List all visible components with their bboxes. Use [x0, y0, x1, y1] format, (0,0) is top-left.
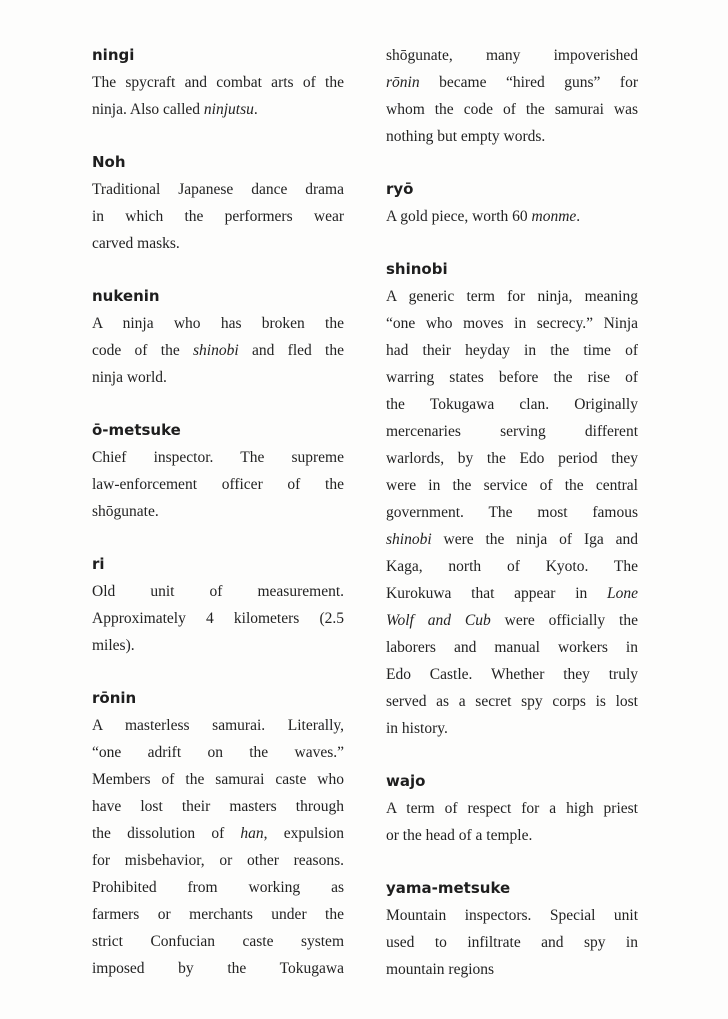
glossary-entry-noh [92, 149, 344, 257]
text-run: carved masks. [92, 235, 180, 252]
definition-line [92, 471, 344, 498]
text-run: Mountain inspectors. Special unit [386, 907, 638, 924]
glossary-entry-nukenin [92, 283, 344, 391]
glossary-term: wajo [386, 772, 426, 790]
definition-line [386, 902, 638, 929]
definition-line [92, 69, 344, 96]
text-run: were the ninja of Iga and [431, 531, 638, 548]
definition-line [92, 928, 344, 955]
text-run: and fled the [238, 342, 344, 359]
definition-line [386, 929, 638, 956]
text-run: Approximately 4 kilometers (2.5 [92, 610, 344, 627]
italic-term: Lone [607, 585, 638, 602]
glossary-term: Noh [92, 153, 126, 171]
definition-line [386, 418, 638, 445]
glossary-definition [386, 203, 638, 230]
italic-term: monme [531, 208, 577, 225]
definition-line [386, 715, 638, 742]
definition-line [92, 203, 344, 230]
definition-line [92, 498, 344, 525]
glossary-definition [386, 902, 638, 983]
text-run: whom the code of the samurai was [386, 101, 638, 118]
italic-term: rōnin [386, 74, 420, 91]
text-run: warlords, by the Edo period they [386, 450, 638, 467]
glossary-definition [386, 283, 638, 742]
definition-line [92, 820, 344, 847]
italic-term: shinobi [386, 531, 432, 548]
text-run: nothing but empty words. [386, 128, 546, 145]
text-run: Traditional Japanese dance drama [92, 181, 344, 198]
text-run: mercenaries serving different [386, 423, 638, 440]
glossary-term: shinobi [386, 260, 448, 278]
definition-line [386, 956, 638, 983]
definition-line [386, 96, 638, 123]
glossary-definition [92, 444, 344, 525]
glossary-term: yama-metsuke [386, 879, 511, 897]
glossary-left-column [92, 42, 344, 1008]
glossary-entry-continued [386, 42, 638, 150]
text-run: were officially the [490, 612, 638, 629]
text-run: Members of the samurai caste who [92, 771, 344, 788]
definition-line [92, 176, 344, 203]
definition-line [386, 391, 638, 418]
text-run: have lost their masters through [92, 798, 344, 815]
definition-line [386, 337, 638, 364]
italic-term: Wolf and Cub [386, 612, 491, 629]
text-run: . [576, 208, 581, 225]
glossary-term: nukenin [92, 287, 160, 305]
definition-line [386, 499, 638, 526]
text-run: Kurokuwa that appear in [386, 585, 607, 602]
text-run: were in the service of the central [386, 477, 638, 494]
glossary-entry-ningi [92, 42, 344, 123]
text-run: miles). [92, 637, 135, 654]
text-run: A ninja who has broken the [92, 315, 344, 332]
glossary-entry-o-metsuke [92, 417, 344, 525]
text-run: ninja world. [92, 369, 167, 386]
definition-line [386, 203, 638, 230]
definition-line [386, 688, 638, 715]
definition-line [386, 661, 638, 688]
glossary-term: ri [92, 555, 105, 573]
text-run: Old unit of measurement. [92, 583, 344, 600]
definition-line [92, 955, 344, 982]
text-run: shōgunate, many impoverished [386, 47, 638, 64]
text-run: or the head of a temple. [386, 827, 533, 844]
text-run: for misbehavior, or other reasons. [92, 852, 344, 869]
definition-line [386, 526, 638, 553]
definition-line [92, 605, 344, 632]
text-run: The spycraft and combat arts of the [92, 74, 344, 91]
definition-line [92, 578, 344, 605]
text-run: Edo Castle. Whether they truly [386, 666, 638, 683]
definition-line [92, 766, 344, 793]
glossary-entry-ri [92, 551, 344, 659]
text-run: ninja. Also called [92, 101, 204, 118]
definition-line [92, 230, 344, 257]
glossary-entry-ronin [92, 685, 344, 982]
definition-line [386, 634, 638, 661]
glossary-term: ō-metsuke [92, 421, 181, 439]
definition-line [386, 580, 638, 607]
definition-line [386, 42, 638, 69]
glossary-definition [92, 712, 344, 982]
definition-line [386, 69, 638, 96]
text-run: farmers or merchants under the [92, 906, 344, 923]
definition-line [92, 739, 344, 766]
definition-line [386, 822, 638, 849]
definition-line [386, 607, 638, 634]
definition-line [92, 901, 344, 928]
text-run: imposed by the Tokugawa [92, 960, 344, 977]
text-run: laborers and manual workers in [386, 639, 638, 656]
definition-line [92, 96, 344, 123]
definition-line [92, 874, 344, 901]
text-run: “one adrift on the waves.” [92, 744, 344, 761]
glossary-right-column [386, 42, 638, 1009]
definition-line [386, 364, 638, 391]
text-run: code of the [92, 342, 194, 359]
text-run: Chief inspector. The supreme [92, 449, 344, 466]
glossary-entry-yama-metsuke [386, 875, 638, 983]
text-run: Prohibited from working as [92, 879, 344, 896]
definition-line [92, 444, 344, 471]
glossary-definition [386, 795, 638, 849]
text-run: government. The most famous [386, 504, 638, 521]
text-run: strict Confucian caste system [92, 933, 344, 950]
text-run: A generic term for ninja, meaning [386, 288, 638, 305]
text-run: the dissolution of [92, 825, 241, 842]
glossary-entry-wajo [386, 768, 638, 849]
definition-line [92, 632, 344, 659]
definition-line [386, 310, 638, 337]
definition-line [92, 712, 344, 739]
text-run: used to infiltrate and spy in [386, 934, 638, 951]
glossary-entry-shinobi [386, 256, 638, 742]
definition-line [92, 793, 344, 820]
text-run: , expulsion [263, 825, 344, 842]
italic-term: shinobi [193, 342, 239, 359]
glossary-definition [92, 578, 344, 659]
text-run: Kaga, north of Kyoto. The [386, 558, 638, 575]
glossary-definition [386, 42, 638, 150]
definition-line [386, 472, 638, 499]
text-run: the Tokugawa clan. Originally [386, 396, 638, 413]
glossary-definition [92, 69, 344, 123]
definition-line [92, 364, 344, 391]
definition-line [92, 310, 344, 337]
text-run: warring states before the rise of [386, 369, 638, 386]
glossary-definition [92, 176, 344, 257]
italic-term: han [240, 825, 264, 842]
definition-line [386, 123, 638, 150]
definition-line [92, 847, 344, 874]
definition-line [386, 445, 638, 472]
glossary-term: rōnin [92, 689, 137, 707]
text-run: A gold piece, worth 60 [386, 208, 532, 225]
italic-term: ninjutsu [203, 101, 254, 118]
text-run: became “hired guns” for [419, 74, 638, 91]
text-run: law-enforcement officer of the [92, 476, 344, 493]
text-run: “one who moves in secrecy.” Ninja [386, 315, 638, 332]
glossary-term: ningi [92, 46, 135, 64]
glossary-term: ryō [386, 180, 414, 198]
text-run: in history. [386, 720, 448, 737]
definition-line [92, 337, 344, 364]
definition-line [386, 553, 638, 580]
text-run: A term of respect for a high priest [386, 800, 638, 817]
text-run: A masterless samurai. Literally, [92, 717, 344, 734]
text-run: in which the performers wear [92, 208, 344, 225]
text-run: shōgunate. [92, 503, 159, 520]
glossary-entry-ryo [386, 176, 638, 230]
text-run: served as a secret spy corps is lost [386, 693, 638, 710]
text-run: mountain regions [386, 961, 495, 978]
text-run: . [253, 101, 258, 118]
definition-line [386, 283, 638, 310]
glossary-definition [92, 310, 344, 391]
definition-line [386, 795, 638, 822]
text-run: had their heyday in the time of [386, 342, 638, 359]
